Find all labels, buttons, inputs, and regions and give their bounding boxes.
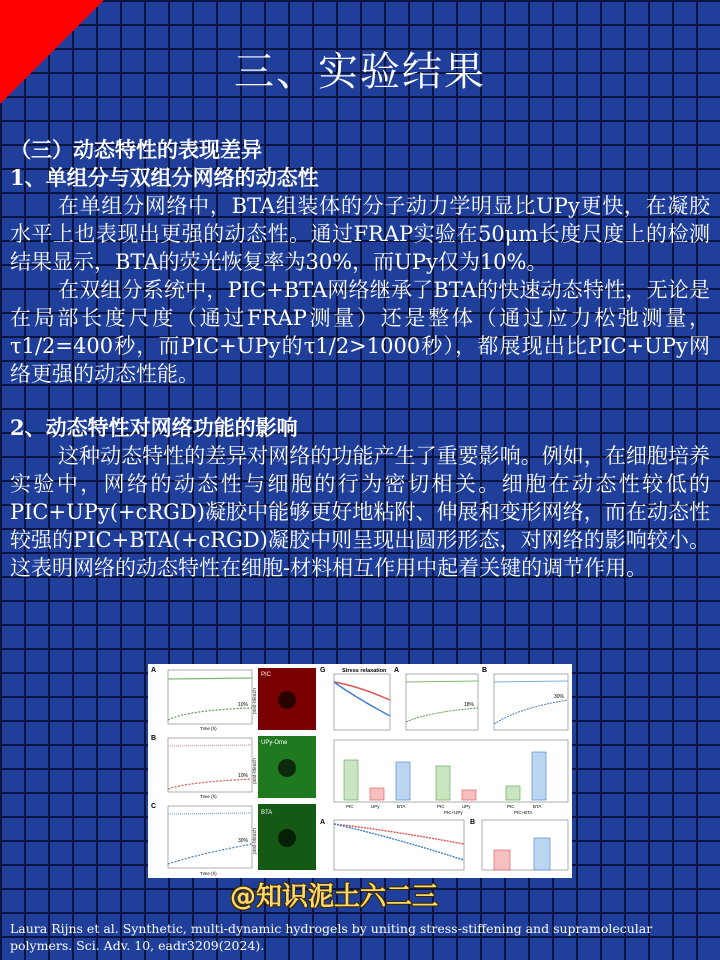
svg-text:post-bleach: post-bleach (252, 758, 258, 784)
micrograph-pic (252, 668, 316, 730)
svg-text:PIC+BTA: PIC+BTA (514, 810, 533, 815)
svg-text:30%: 30% (238, 838, 249, 844)
frap-curve-panel-a (151, 667, 252, 731)
watermark: @知识泥土六二三 (230, 882, 439, 912)
micrograph-upy (252, 736, 316, 798)
svg-text:A: A (320, 819, 326, 826)
svg-text:UPy: UPy (371, 804, 380, 809)
svg-text:PIC: PIC (507, 804, 515, 809)
svg-text:Time (h): Time (h) (200, 871, 217, 876)
paragraph-3: 这种动态特性的差异对网络的功能产生了重要影响。例如，在细胞培养实验中，网络的动态性与细胞的行为密切相关。细胞在动态性较低的PIC+UPy(+cRGD)凝胶中能够更好地粘附、伸展和变形网络，而在动态性较强的PIC+BTA(+cRGD)凝胶中则呈现出圆形形态，对网络的影响较小。这表明网络的动态特性在细胞-材料相互作用中起着关键的调节作用。 (10, 444, 710, 580)
svg-text:BTA: BTA (397, 804, 406, 809)
svg-text:PIC: PIC (261, 672, 272, 678)
svg-text:Stress relaxation: Stress relaxation (342, 668, 387, 674)
svg-text:BTA: BTA (533, 804, 542, 809)
reference-citation: Laura Rijns et al. Synthetic, multi-dynamic hydrogels by uniting stress-stiffening and supramolecular polymers. Sci. Adv. 10, eadr3209(2024). (10, 921, 653, 953)
subheading-1: 1、单组分与双组分网络的动态性 (10, 165, 319, 190)
stress-decay-panel (320, 819, 464, 870)
svg-text:UPy-Ome: UPy-Ome (261, 740, 288, 746)
svg-text:G: G (320, 667, 326, 674)
svg-text:PIC: PIC (346, 804, 354, 809)
svg-text:B: B (470, 819, 476, 826)
svg-text:BTA: BTA (261, 810, 273, 816)
svg-text:Time (h): Time (h) (200, 726, 217, 731)
svg-text:Time (h): Time (h) (200, 794, 217, 799)
svg-text:18%: 18% (464, 702, 475, 708)
relaxation-time-bars (470, 819, 568, 870)
svg-text:PIC+UPy: PIC+UPy (444, 810, 463, 815)
frap-curve-panel-c (151, 803, 252, 876)
slide-title: 三、实验结果 (234, 49, 486, 95)
body-text (10, 136, 710, 582)
research-figure (148, 664, 572, 878)
frap-curve-panel-b (151, 735, 252, 799)
micrograph-bta (252, 804, 316, 870)
svg-text:B: B (151, 735, 157, 742)
subheading-2: 2、动态特性对网络功能的影响 (10, 415, 298, 440)
svg-text:UPy: UPy (462, 804, 471, 809)
svg-text:10%: 10% (238, 773, 249, 779)
frap-comparison-panel-a (394, 667, 478, 730)
svg-text:C: C (151, 803, 157, 810)
frap-comparison-panel-b (482, 667, 568, 730)
svg-text:post-bleach: post-bleach (252, 688, 258, 714)
recovery-bar-chart (334, 740, 568, 815)
svg-text:30%: 30% (554, 694, 565, 700)
section-heading: （三）动态特性的表现差异 (10, 137, 262, 162)
svg-text:post-bleach: post-bleach (252, 828, 258, 854)
paragraph-1: 在单组分网络中，BTA组装体的分子动力学明显比UPy更快，在凝胶水平上也表现出更强的动态性。通过FRAP实验在50μm长度尺度上的检测结果显示，BTA的荧光恢复率为30%，而UPy仅为10%。 (10, 194, 710, 274)
svg-text:B: B (482, 667, 488, 674)
svg-text:10%: 10% (238, 702, 249, 708)
svg-text:PIC: PIC (437, 804, 445, 809)
stress-relaxation-panel (320, 667, 390, 730)
svg-text:A: A (394, 667, 400, 674)
paragraph-2: 在双组分系统中，PIC+BTA网络继承了BTA的快速动态特性，无论是在局部长度尺度（通过FRAP测量）还是整体（通过应力松弛测量，τ1/2=400秒，而PIC+UPy的τ1/2>1000秒），都展现出比PIC+UPy网络更强的动态性能。 (10, 278, 710, 386)
svg-text:A: A (151, 667, 157, 674)
